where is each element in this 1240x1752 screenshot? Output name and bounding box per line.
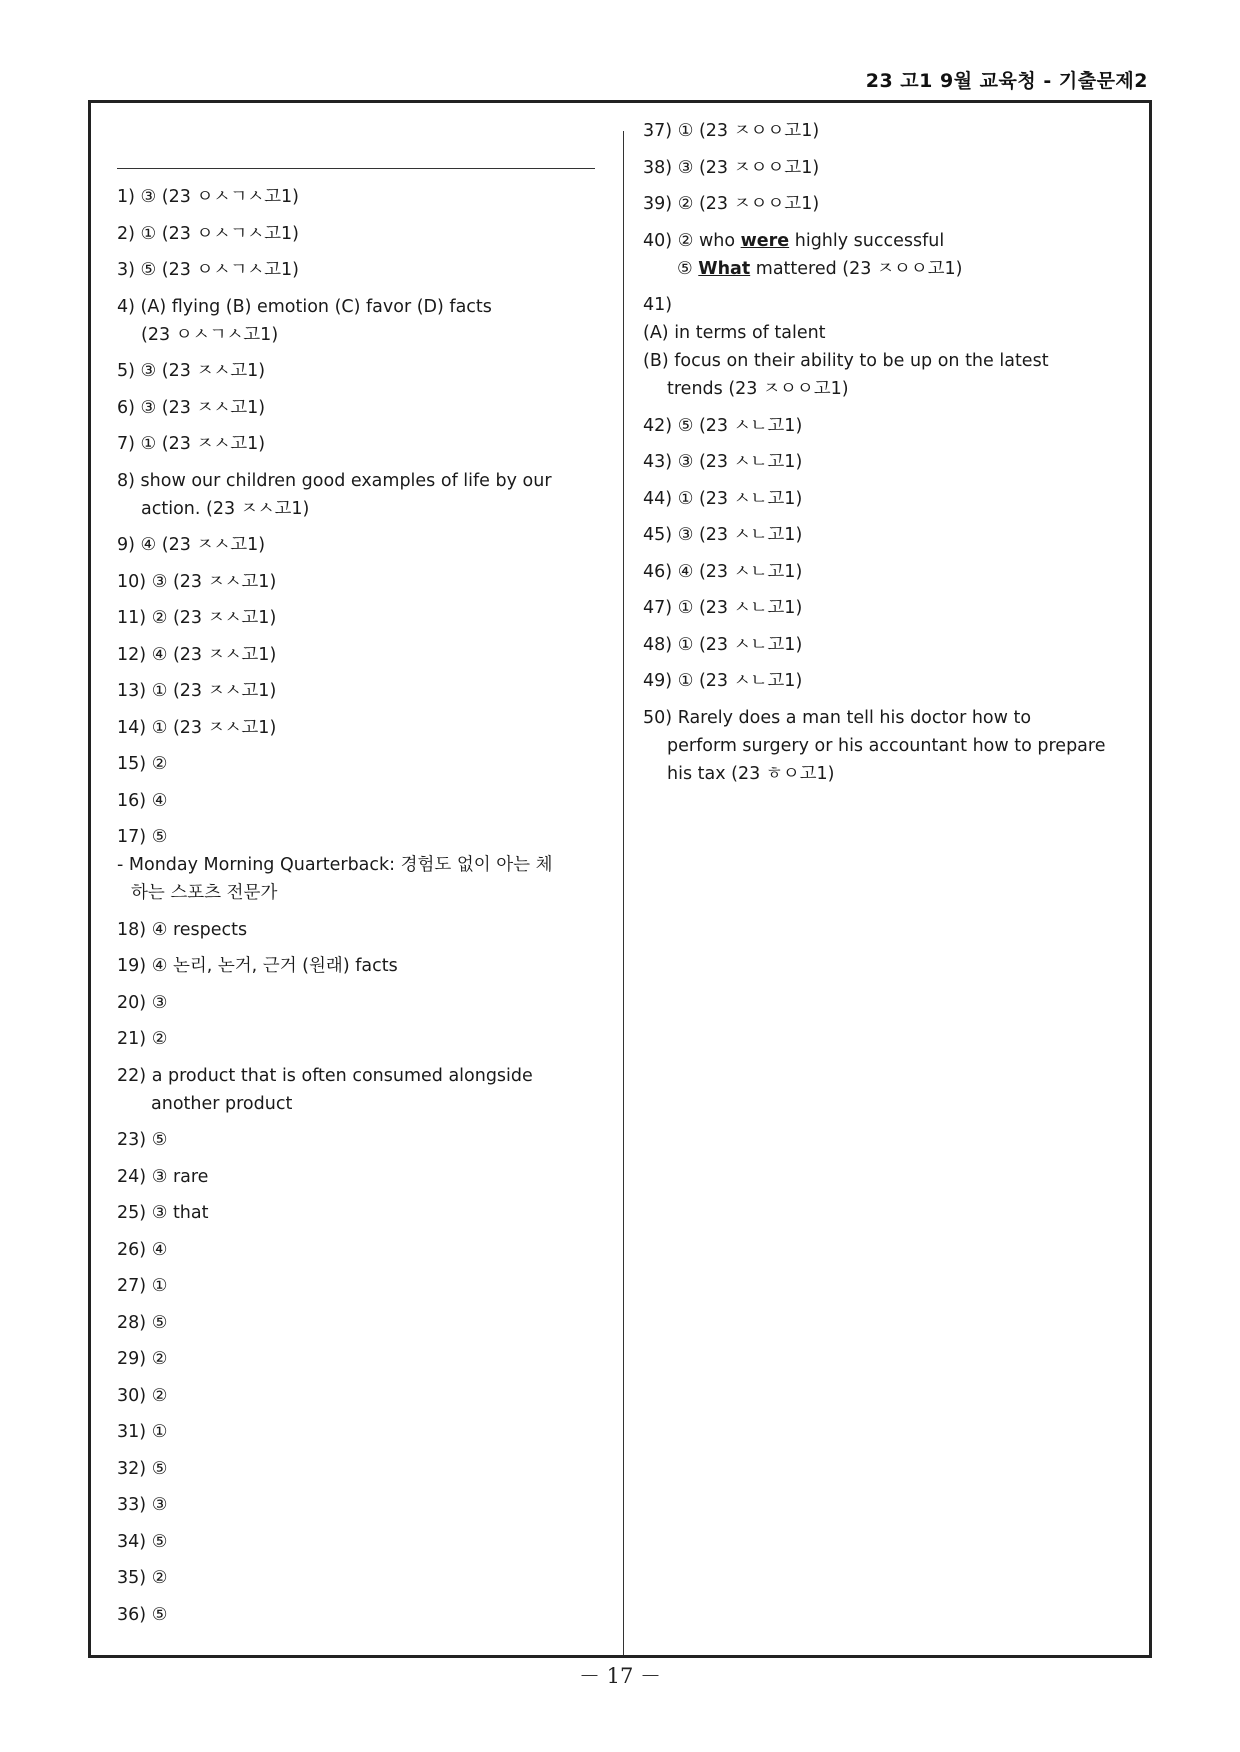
item-text: highly successful xyxy=(789,230,945,251)
answer-item xyxy=(117,750,595,778)
item-number: 36) xyxy=(117,1604,147,1625)
answer-item xyxy=(117,1236,595,1264)
top-rule xyxy=(117,168,595,169)
item-number: 6) xyxy=(117,397,135,418)
item-continuation: ⑤ What mattered (23 ㅈㅇㅇ고1) xyxy=(677,258,963,279)
answer-item xyxy=(117,1126,595,1154)
item-number: 17) xyxy=(117,827,147,847)
item-text: ⑤ xyxy=(151,827,168,847)
item-text: ④ xyxy=(151,1239,168,1260)
item-text: ③ xyxy=(151,992,168,1013)
answer-item xyxy=(643,485,1133,513)
item-text: ① (23 ㅈㅅ고1) xyxy=(151,717,277,738)
answer-item xyxy=(117,916,595,944)
item-continuation: another product xyxy=(151,1093,293,1114)
item-number: 39) xyxy=(643,194,673,214)
answer-frame xyxy=(88,100,1152,1658)
item-text: ④ (23 ㅈㅅ고1) xyxy=(140,535,266,555)
item-number: 31) xyxy=(117,1422,147,1442)
item-text: ③ (23 ㅇㅅㄱㅅ고1) xyxy=(140,187,299,207)
item-number: 42) xyxy=(643,415,673,436)
answer-item xyxy=(117,1418,595,1446)
item-number: 27) xyxy=(117,1276,147,1296)
underlined-word: were xyxy=(740,230,790,251)
item-number: 32) xyxy=(117,1458,147,1479)
answer-item xyxy=(117,1345,595,1373)
answer-item xyxy=(117,1272,595,1300)
item-text: ① (23 ㅅㄴ고1) xyxy=(677,488,803,509)
left-answer-list xyxy=(117,183,595,1629)
item-continuation: 하는 스포츠 전문가 xyxy=(131,883,278,903)
item-text: ⑤ (23 ㅇㅅㄱㅅ고1) xyxy=(140,260,299,280)
item-text: ④ (23 ㅅㄴ고1) xyxy=(677,561,803,582)
answer-item xyxy=(117,1564,595,1592)
item-number: 25) xyxy=(117,1203,147,1223)
answer-item xyxy=(117,1601,595,1629)
item-text: ② xyxy=(151,1349,168,1369)
item-number: 14) xyxy=(117,717,147,738)
item-number: 33) xyxy=(117,1495,147,1515)
item-text: ③ xyxy=(151,1495,168,1515)
answer-item xyxy=(643,227,1133,283)
answer-item xyxy=(117,952,595,980)
answer-item xyxy=(117,220,595,248)
item-text: (A) flying (B) emotion (C) favor (D) facts xyxy=(140,296,492,317)
item-text: ⑤ xyxy=(151,1312,168,1333)
answer-item xyxy=(117,357,595,385)
item-text: ③ (23 ㅈㅅ고1) xyxy=(151,571,277,592)
item-continuation: trends (23 ㅈㅇㅇ고1) xyxy=(667,379,849,399)
answer-item xyxy=(117,256,595,284)
item-text: ③ (23 ㅅㄴ고1) xyxy=(677,525,803,545)
item-number: 28) xyxy=(117,1312,147,1333)
item-text: ③ (23 ㅈㅅ고1) xyxy=(140,397,266,418)
item-text: ① xyxy=(151,1276,168,1296)
answer-item xyxy=(643,448,1133,476)
item-number: 29) xyxy=(117,1349,147,1369)
page-header-title: 23 고1 9월 교육청 - 기출문제2 xyxy=(865,70,1148,92)
item-number: 12) xyxy=(117,644,147,665)
item-number: 23) xyxy=(117,1130,147,1150)
answer-item xyxy=(643,521,1133,549)
item-continuation: (23 ㅇㅅㄱㅅ고1) xyxy=(141,324,279,345)
answer-item xyxy=(117,1163,595,1191)
item-text: ④ 논리, 논거, 근거 (원래) facts xyxy=(151,956,398,976)
item-continuation: action. (23 ㅈㅅ고1) xyxy=(141,498,310,519)
item-number: 43) xyxy=(643,452,673,472)
item-number: 7) xyxy=(117,434,135,454)
answer-item xyxy=(643,117,1133,145)
answer-item xyxy=(117,641,595,669)
item-text: ⑤ (23 ㅅㄴ고1) xyxy=(677,415,803,436)
left-column xyxy=(117,103,595,1637)
item-continuation: perform surgery or his accountant how to prepare xyxy=(667,735,1106,756)
answer-item xyxy=(117,1062,595,1118)
answer-item xyxy=(643,558,1133,586)
item-number: 20) xyxy=(117,992,147,1013)
underlined-word: What xyxy=(698,258,751,279)
item-number: 18) xyxy=(117,919,147,940)
item-text: ⑤ xyxy=(151,1604,168,1625)
item-number: 26) xyxy=(117,1239,147,1260)
answer-item xyxy=(643,412,1133,440)
answer-item xyxy=(643,667,1133,695)
answer-item xyxy=(643,291,1133,403)
item-number: 11) xyxy=(117,608,147,628)
item-number: 38) xyxy=(643,157,673,178)
item-text: ③ rare xyxy=(151,1166,209,1187)
item-number: 21) xyxy=(117,1029,147,1049)
item-text: ① (23 ㅅㄴ고1) xyxy=(677,671,803,691)
item-text: ① (23 ㅈㅇㅇ고1) xyxy=(677,121,820,141)
answer-item xyxy=(117,531,595,559)
answer-item xyxy=(643,154,1133,182)
item-text: Monday Morning Quarterback: 경험도 없이 아는 체 xyxy=(128,855,553,875)
answer-item xyxy=(117,714,595,742)
item-number: 15) xyxy=(117,754,147,774)
answer-item xyxy=(643,190,1133,218)
item-number: 50) xyxy=(643,707,673,728)
answer-item xyxy=(117,1382,595,1410)
item-text: ① (23 ㅇㅅㄱㅅ고1) xyxy=(140,223,299,244)
item-number: 45) xyxy=(643,525,673,545)
answer-item xyxy=(643,594,1133,622)
item-number: 35) xyxy=(117,1568,147,1588)
item-number: 41) xyxy=(643,295,673,315)
item-text: ② xyxy=(151,1568,168,1588)
answer-item xyxy=(117,183,595,211)
item-text: ⑤ xyxy=(151,1531,168,1552)
item-number: 16) xyxy=(117,790,147,811)
answer-item xyxy=(643,704,1133,788)
answer-item xyxy=(643,631,1133,659)
item-text: ③ (23 ㅅㄴ고1) xyxy=(677,452,803,472)
answer-item xyxy=(117,1025,595,1053)
answer-item xyxy=(117,851,595,907)
item-number: 10) xyxy=(117,571,147,592)
item-number: - xyxy=(117,855,124,875)
item-text: ③ that xyxy=(151,1203,209,1223)
item-text: ② (23 ㅈㅅ고1) xyxy=(151,608,277,628)
page-number: － 17 － xyxy=(578,1664,662,1688)
item-number: 37) xyxy=(643,121,673,141)
item-number: 9) xyxy=(117,535,135,555)
item-text: ③ (23 ㅈㅅ고1) xyxy=(140,361,266,381)
item-text: Rarely does a man tell his doctor how to xyxy=(677,707,1032,728)
item-number: 19) xyxy=(117,956,147,976)
item-number: 22) xyxy=(117,1065,147,1086)
item-text: a product that is often consumed alongside xyxy=(151,1065,533,1086)
item-number: 49) xyxy=(643,671,673,691)
item-number: 44) xyxy=(643,488,673,509)
answer-item xyxy=(117,394,595,422)
answer-item xyxy=(117,568,595,596)
answer-item xyxy=(117,1455,595,1483)
item-text: show our children good examples of life by our xyxy=(140,470,552,491)
item-text: ⑤ xyxy=(151,1458,168,1479)
item-number: 8) xyxy=(117,470,135,491)
item-number: 24) xyxy=(117,1166,147,1187)
item-number: 4) xyxy=(117,296,135,317)
item-number: 30) xyxy=(117,1385,147,1406)
item-text: ④ respects xyxy=(151,919,248,940)
answer-item xyxy=(117,430,595,458)
item-number: 13) xyxy=(117,681,147,701)
answer-item xyxy=(117,989,595,1017)
answer-item xyxy=(117,1309,595,1337)
item-number: 3) xyxy=(117,260,135,280)
item-number: 1) xyxy=(117,187,135,207)
item-number: 47) xyxy=(643,598,673,618)
item-text: (B) focus on their ability to be up on the latest xyxy=(643,351,1049,371)
item-text: (A) in terms of talent xyxy=(643,323,826,343)
item-text: ① (23 ㅅㄴ고1) xyxy=(677,634,803,655)
item-text: ② xyxy=(151,754,168,774)
item-number: 46) xyxy=(643,561,673,582)
item-number: 34) xyxy=(117,1531,147,1552)
item-text: ① (23 ㅅㄴ고1) xyxy=(677,598,803,618)
column-divider xyxy=(623,131,624,1655)
item-text: ② who xyxy=(677,230,741,251)
answer-item xyxy=(117,604,595,632)
answer-item xyxy=(117,293,595,349)
item-text: ⑤ xyxy=(151,1130,168,1150)
item-text: ④ (23 ㅈㅅ고1) xyxy=(151,644,277,665)
item-number: 48) xyxy=(643,634,673,655)
answer-item xyxy=(117,823,595,851)
item-text: ② xyxy=(151,1385,168,1406)
answer-item xyxy=(117,467,595,523)
item-number: 40) xyxy=(643,230,673,251)
item-text: ① (23 ㅈㅅ고1) xyxy=(151,681,277,701)
item-text: ② (23 ㅈㅇㅇ고1) xyxy=(677,194,820,214)
item-text: ① (23 ㅈㅅ고1) xyxy=(140,434,266,454)
item-text: ② xyxy=(151,1029,168,1049)
right-column xyxy=(643,103,1133,796)
answer-item xyxy=(117,1199,595,1227)
item-continuation: his tax (23 ㅎㅇ고1) xyxy=(667,763,835,784)
item-text: ① xyxy=(151,1422,168,1442)
item-text: ③ (23 ㅈㅇㅇ고1) xyxy=(677,157,820,178)
answer-item xyxy=(117,1491,595,1519)
answer-item xyxy=(117,1528,595,1556)
item-number: 5) xyxy=(117,361,135,381)
item-number: 2) xyxy=(117,223,135,244)
item-text: ④ xyxy=(151,790,168,811)
answer-item xyxy=(117,787,595,815)
answer-item xyxy=(117,677,595,705)
